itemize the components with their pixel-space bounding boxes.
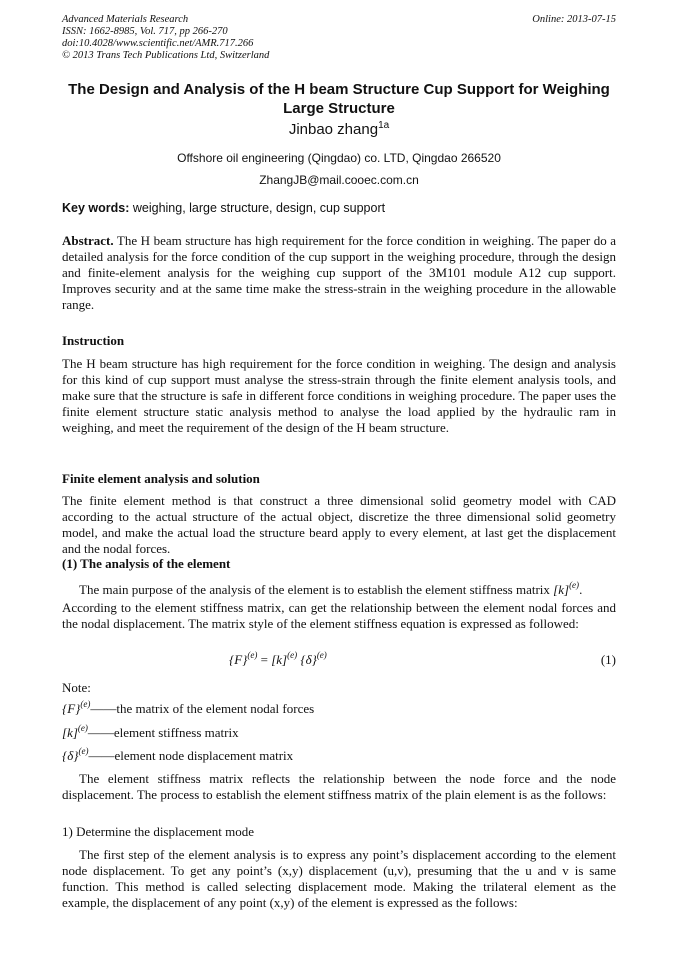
note-F: F — [67, 701, 76, 716]
note-k: k — [67, 725, 73, 740]
eq-k: k — [276, 652, 283, 667]
affiliation: Offshore oil engineering (Qingdao) co. LTD, Qingdao 266520 — [177, 151, 501, 165]
journal-name: Advanced Materials Research — [62, 14, 189, 25]
abstract — [62, 233, 616, 313]
keywords — [62, 201, 385, 215]
element-analysis-heading: (1) The analysis of the element — [62, 556, 231, 571]
fea-heading: Finite element analysis and solution — [62, 471, 260, 486]
keywords-label: Key words: — [62, 201, 130, 215]
element-analysis-paragraph-1: The main purpose of the analysis of the element is to establish the element stiffness matrix $[k]^{(e)}$. — [79, 580, 583, 597]
note-sup-2: (e) — [77, 723, 88, 733]
equation-1: $\{F\}^{(e)} = [k]^{(e)}$ $\{\delta\}^{(e)}$ — [229, 650, 327, 667]
doi-line: doi:10.4028/www.scientific.net/AMR.717.266 — [62, 38, 254, 49]
note-sup-3: (e) — [78, 746, 89, 756]
abstract-label: Abstract. — [62, 233, 114, 248]
keywords-text: weighing, large structure, design, cup support — [129, 201, 386, 215]
note-label: Note: — [62, 680, 91, 695]
k-symbol: k — [558, 582, 564, 597]
author-line — [62, 120, 616, 138]
note-text-3: ——element node displacement matrix — [88, 748, 294, 763]
eq-F: F — [234, 652, 243, 667]
stiffness-paragraph: The element stiffness matrix reflects the relationship between the node force and the node displacement. The process to establish the element stiffness matrix of the plain element is as the follows: — [62, 771, 616, 802]
paper-title: The Design and Analysis of the H beam Structure Cup Support for Weighing Large Structure — [68, 81, 610, 117]
eq-sup-1: (e) — [247, 650, 258, 660]
e-superscript: (e) — [569, 580, 580, 590]
note-item-forces: $\{F\}^{(e)}——the$ matrix of the element nodal forces — [62, 699, 315, 716]
instruction-paragraph: The H beam structure has high requirement for the force condition in weighing. The design and analysis for this kind of cup support must analyse the stress-strain through the finite element analysis tools, and make sure that the structure is safe in different force conditions in weighing procedure. The paper uses the finite element structure static analysis method to analyse the load applied by the hydraulic ram in weighing, and meet the requirement of the design of the H beam structure. — [62, 356, 616, 435]
eq-sup-3: (e) — [316, 650, 327, 660]
issn-line: ISSN: 1662-8985, Vol. 717, pp 266-270 — [62, 26, 228, 37]
equation-number: (1) — [600, 652, 616, 667]
online-date: Online: 2013-07-15 — [532, 14, 616, 25]
element-analysis-text: The main purpose of the analysis of the element is to establish the element stiffness matrix — [79, 582, 550, 597]
author-name: Jinbao zhang — [288, 121, 379, 138]
inline-k-matrix: $[k]^{(e)}$ — [553, 580, 580, 597]
element-analysis-paragraph-2: According to the element stiffness matrix, can get the relationship between the element nodal forces and the nodal displacement. The matrix style of the element stiffness equation is expressed as followed: — [62, 600, 616, 631]
note-text-2: ——element stiffness matrix — [87, 725, 239, 740]
note-text-1: ——the matrix of the element nodal forces — [90, 701, 315, 716]
author-superscript: 1a — [378, 120, 390, 131]
note-item-stiffness: $[k]^{(e)}——element$ stiffness matrix — [62, 723, 239, 740]
step1-paragraph: The first step of the element analysis is to express any point’s displacement according to the element node displacement. To get any point’s (x,y) displacement (u,v), presuming that the u and v is same function. This method is called selecting displacement mode. Making the trilateral element as the example, the displacement of any point (x,y) of the element is expressed as the follows: — [62, 847, 616, 910]
eq-delta: δ — [305, 652, 312, 667]
fea-paragraph: The finite element method is that construct a three dimensional solid geometry model with CAD according to the actual structure of the actual object, discretize the three dimensional solid geometry model, and make the actual load the structure beard apply to every element, at last get the displacement and the nodal forces. — [62, 493, 616, 556]
note-sup-1: (e) — [80, 699, 91, 709]
abstract-text: The H beam structure has high requirement for the force condition in weighing. The paper do a detailed analysis for the force condition of the cup support in the weighing procedure, through the design and finite-element analysis for the weighing cup support of the 3M101 module A12 cup support. Improves security and at the same time make the stress-strain in the weighing procedure in the allowable range. — [62, 233, 616, 312]
note-delta: δ — [67, 748, 74, 763]
instruction-heading: Instruction — [62, 333, 125, 348]
eq-sup-2: (e) — [287, 650, 298, 660]
eq-equals: = — [260, 652, 268, 667]
note-item-displacement: $\{\delta\}^{(e)}——element$ node displacement matrix — [62, 746, 294, 763]
journal-metadata — [62, 14, 269, 62]
step1-heading: 1) Determine the displacement mode — [62, 824, 255, 839]
author-email: ZhangJB@mail.cooec.com.cn — [259, 173, 419, 187]
copyright-line: © 2013 Trans Tech Publications Ltd, Switzerland — [62, 50, 270, 61]
